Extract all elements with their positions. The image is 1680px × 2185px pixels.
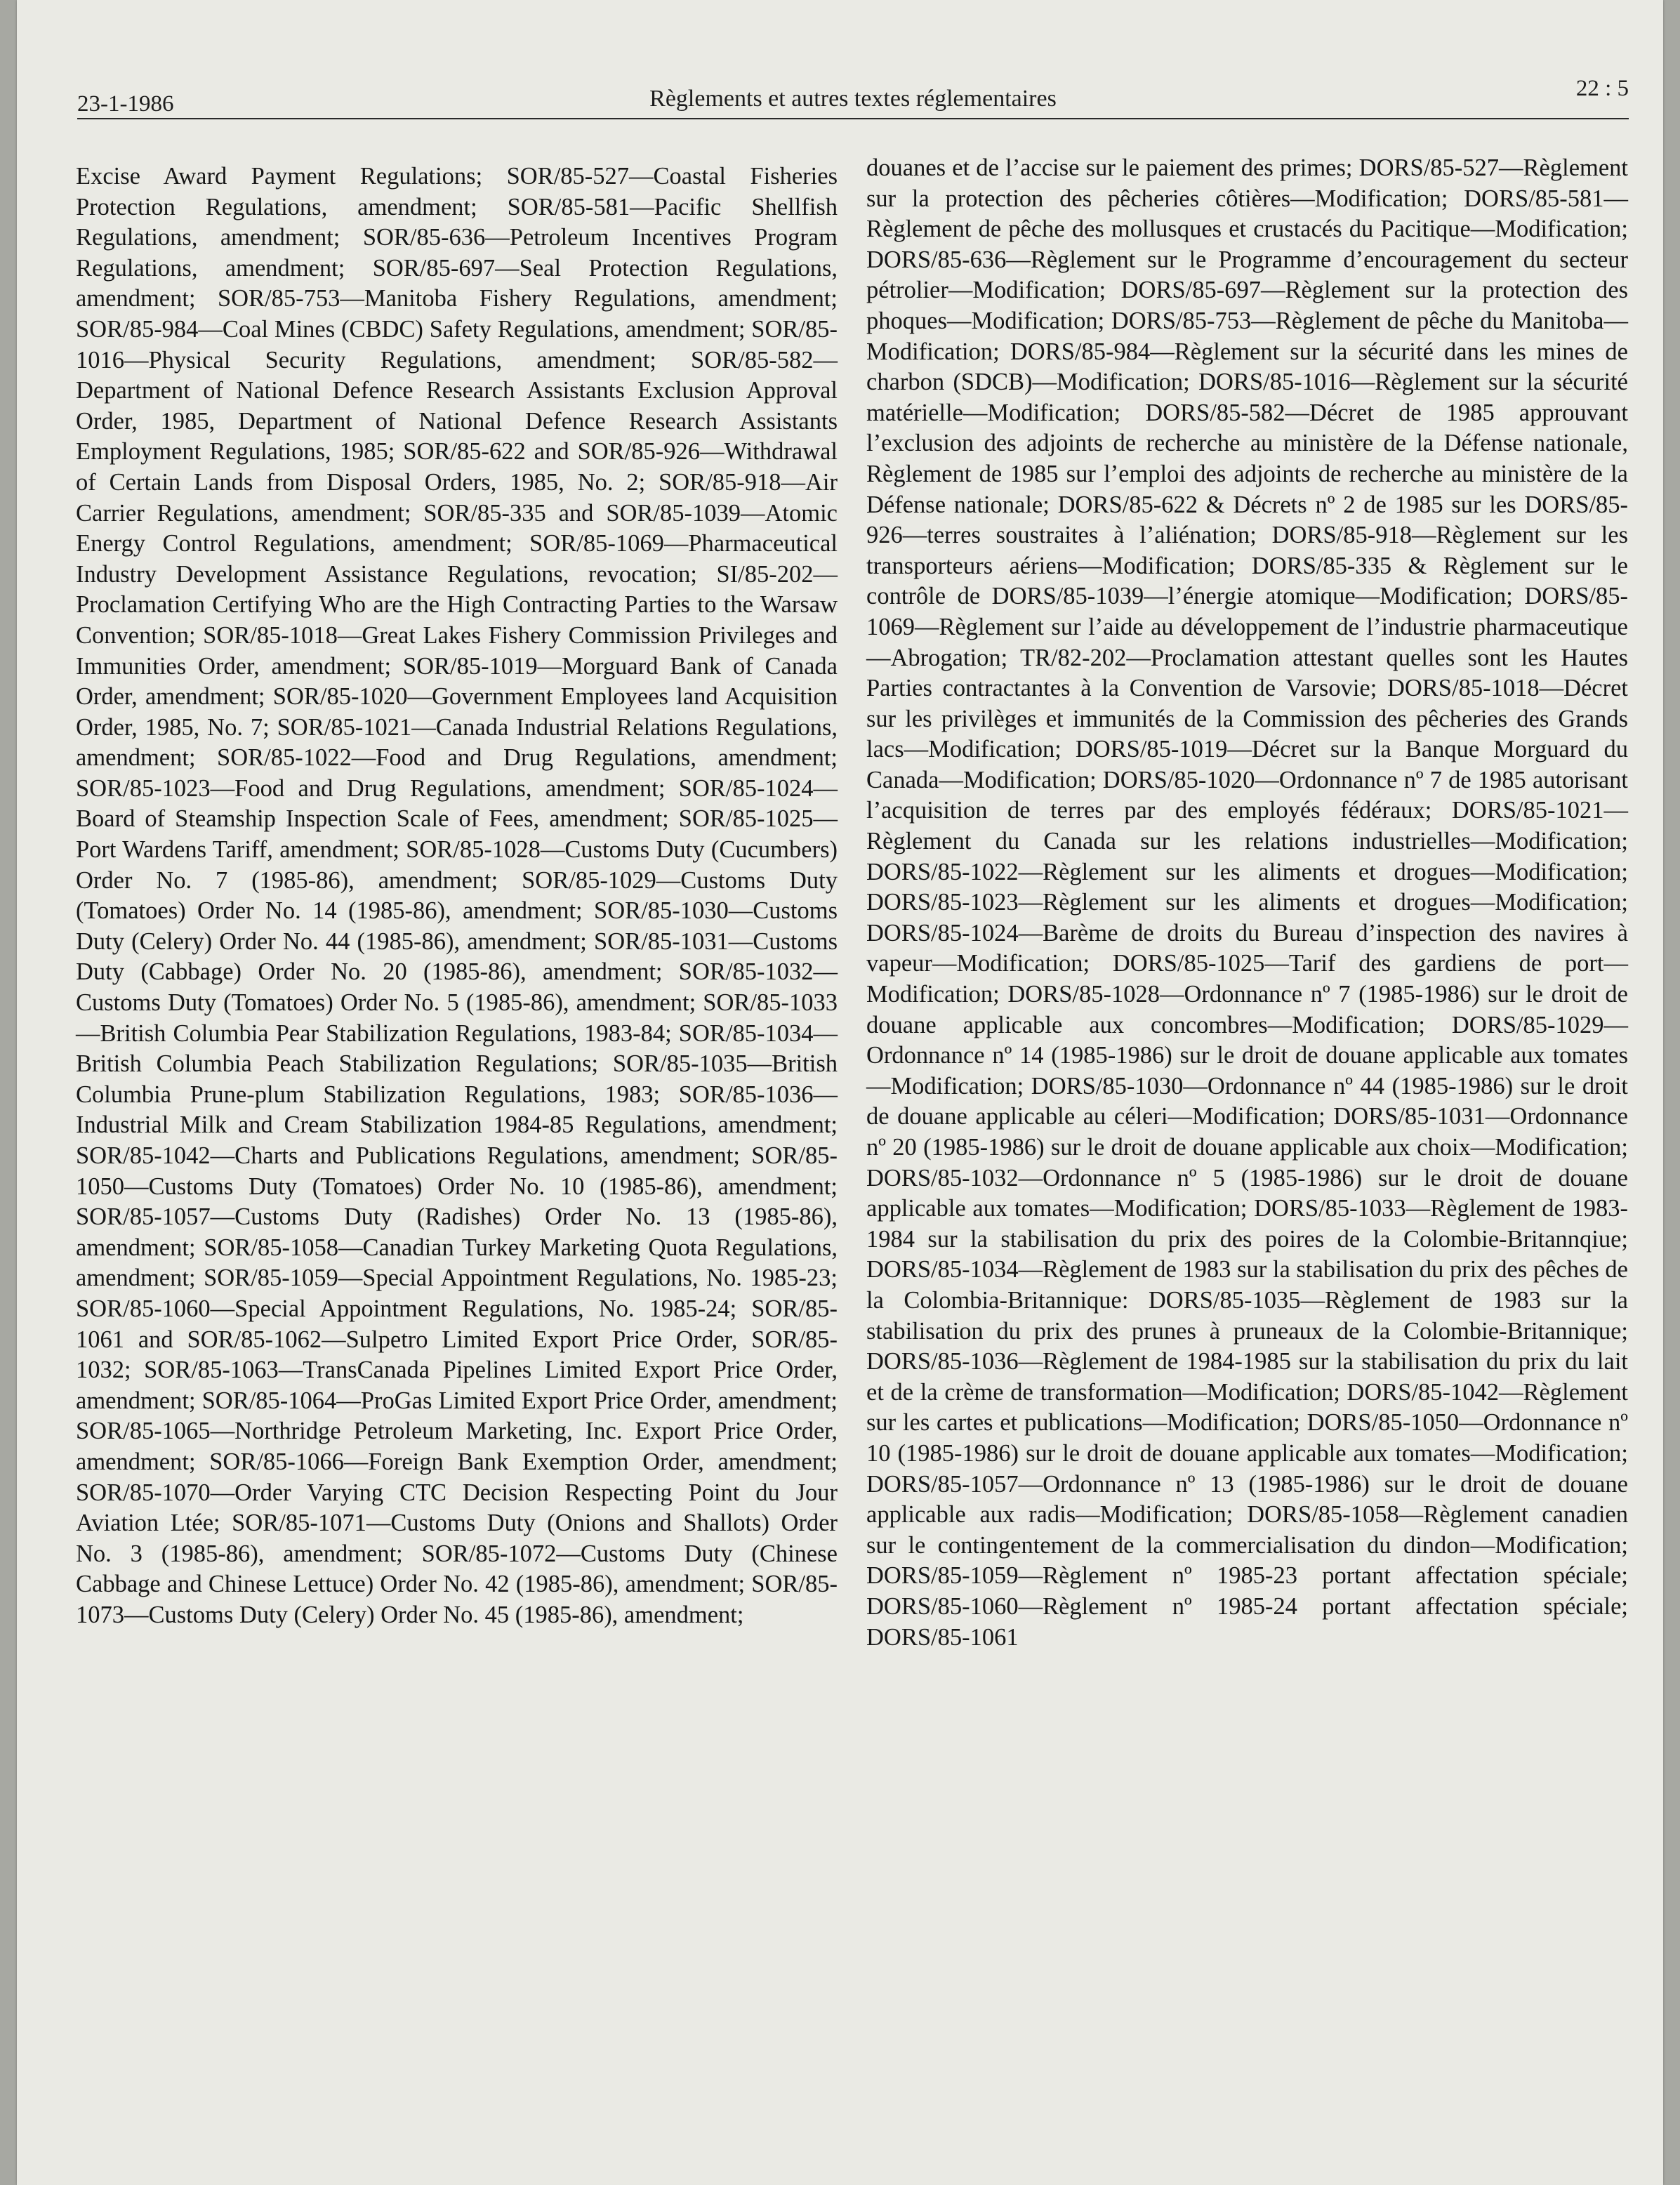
- english-paragraph: Excise Award Payment Regulations; SOR/85-527—Coastal Fisheries Protection Regulations, amendment; SOR/85-581—Pacific Shellfish Regulations, amendment; SOR/85-636—Petroleum Incentives Program Regulations, amendment; SOR/85-697—Seal Protection Regulations, amendment; SOR/85-753—Manitoba Fishery Regulations, amendment; SOR/85-984—Coal Mines (CBDC) Safety Regulations, amendment; SOR/85-1016—Physical Security Regulations, amendment; SOR/85-582—Department of National Defence Research Assistants Exclusion Approval Order, 1985, Department of National Defence Research Assistants Employment Regulations, 1985; SOR/85-622 and SOR/85-926—Withdrawal of Certain Lands from Disposal Orders, 1985, No. 2; SOR/85-918—Air Carrier Regulations, amendment; SOR/85-335 and SOR/85-1039—Atomic Energy Control Regulations, amendment; SOR/85-1069—Pharmaceutical Industry Development Assistance Regulations, revocation; SI/85-202—Proclamation Certifying Who are the High Contracting Parties to the Warsaw Convention; SOR/85-1018—Great Lakes Fishery Commission Privileges and Immunities Order, amendment; SOR/85-1019—Morguard Bank of Canada Order, amendment; SOR/85-1020—Government Employees land Acquisition Order, 1985, No. 7; SOR/85-1021—Canada Industrial Relations Regulations, amendment; SOR/85-1022—Food and Drug Regulations, amendment; SOR/85-1023—Food and Drug Regulations, amendment; SOR/85-1024—Board of Steamship Inspection Scale of Fees, amendment; SOR/85-1025—Port Wardens Tariff, amendment; SOR/85-1028—Customs Duty (Cucumbers) Order No. 7 (1985-86), amendment; SOR/85-1029—Customs Duty (Tomatoes) Order No. 14 (1985-86), amendment; SOR/85-1030—Customs Duty (Celery) Order No. 44 (1985-86), amendment; SOR/85-1031—Customs Duty (Cabbage) Order No. 20 (1985-86), amendment; SOR/85-1032—Customs Duty (Tomatoes) Order No. 5 (1985-86), amendment; SOR/85-1033—British Columbia Pear Stabilization Regulations, 1983-84; SOR/85-1034—British Columbia Peach Stabilization Regulations; SOR/85-1035—British Columbia Prune-plum Stabilization Regulations, 1983; SOR/85-1036—Industrial Milk and Cream Stabilization 1984-85 Regulations, amendment; SOR/85-1042—Charts and Publications Regulations, amendment; SOR/85-1050—Customs Duty (Tomatoes) Order No. 10 (1985-86), amendment; SOR/85-1057—Customs Duty (Radishes) Order No. 13 (1985-86), amendment; SOR/85-1058—Canadian Turkey Marketing Quota Regulations, amendment; SOR/85-1059—Special Appointment Regulations, No. 1985-23; SOR/85-1060—Special Appointment Regulations, No. 1985-24; SOR/85-1061 and SOR/85-1062—Sulpetro Limited Export Price Order, SOR/85-1032; SOR/85-1063—TransCanada Pipelines Limited Export Price Order, amendment; SOR/85-1064—ProGas Limited Export Price Order, amendment; SOR/85-1065—Northridge Petroleum Marketing, Inc. Export Price Order, amendment; SOR/85-1066—Foreign Bank Exemption Order, amendment; SOR/85-1070—Order Varying CTC Decision Respecting Point du Jour Aviation Ltée; SOR/85-1071—Customs Duty (Onions and Shallots) Order No. 3 (1985-86), amendment; SOR/85-1072—Customs Duty (Chinese Cabbage and Chinese Lettuce) Order No. 42 (1985-86), amendment; SOR/85-1073—Customs Duty (Celery) Order No. 45 (1985-86), amendment;: [76, 163, 838, 1628]
- french-paragraph: douanes et de l’accise sur le paiement des primes; DORS/85-527—Règlement sur la protection des pêcheries côtières—Modification; DORS/85-581—Règlement de pêche des mollusques et crustacés du Pacitique—Modification; DORS/85-636—Règlement sur le Programme d’encouragement du secteur pétrolier—Modification; DORS/85-697—Règlement sur la protection des phoques—Modification; DORS/85-753—Règlement de pêche du Manitoba—Modification; DORS/85-984—Règlement sur la sécurité dans les mines de charbon (SDCB)—Modification; DORS/85-1016—Règlement sur la sécurité matérielle—Modification; DORS/85-582—Décret de 1985 approuvant l’exclusion des adjoints de recherche au ministère de la Défense nationale, Règlement de 1985 sur l’emploi des adjoints de recherche au ministère de la Défense nationale; DORS/85-622 & Décrets nº 2 de 1985 sur les DORS/85-926—terres soustraites à l’aliénation; DORS/85-918—Règlement sur les transporteurs aériens—Modification; DORS/85-335 & Règlement sur le contrôle de DORS/85-1039—l’énergie atomique—Modification; DORS/85-1069—Règlement sur l’aide au développement de l’industrie pharmaceutique—Abrogation; TR/82-202—Proclamation attestant quelles sont les Hautes Parties contractantes à la Convention de Varsovie; DORS/85-1018—Décret sur les privilèges et immunités de la Commission des pêcheries des Grands lacs—Modification; DORS/85-1019—Décret sur la Banque Morguard du Canada—Modification; DORS/85-1020—Ordonnance nº 7 de 1985 autorisant l’acquisition de terres par des employés fédéraux; DORS/85-1021—Règlement du Canada sur les relations industrielles—Modification; DORS/85-1022—Règlement sur les aliments et drogues—Modification; DORS/85-1023—Règlement sur les aliments et drogues—Modification; DORS/85-1024—Barème de droits du Bureau d’inspection des navires à vapeur—Modification; DORS/85-1025—Tarif des gardiens de port—Modification; DORS/85-1028—Ordonnance nº 7 (1985-1986) sur le droit de douane applicable aux concombres—Modification; DORS/85-1029—Ordonnance nº 14 (1985-1986) sur le droit de douane applicable aux tomates—Modification; DORS/85-1030—Ordonnance nº 44 (1985-1986) sur le droit de douane applicable au céleri—Modification; DORS/85-1031—Ordonnance nº 20 (1985-1986) sur le droit de douane applicable aux choix—Modification; DORS/85-1032—Ordonnance nº 5 (1985-1986) sur le droit de douane applicable aux tomates—Modification; DORS/85-1033—Règlement de 1983-1984 sur la stabilisation du prix des poires de la Colombie-Britannqiue; DORS/85-1034—Règlement de 1983 sur la stabilisation du prix des pêches de la Colombia-Britannique: DORS/85-1035—Règlement de 1983 sur la stabilisation du prix des prunes à pruneaux de la Colombie-Britannique; DORS/85-1036—Règlement de 1984-1985 sur la stabilisation du prix du lait et de la crème de transformation—Modification; DORS/85-1042—Règlement sur les cartes et publications—Modification; DORS/85-1050—Ordonnance nº 10 (1985-1986) sur le droit de douane applicable aux tomates—Modification; DORS/85-1057—Ordonnance nº 13 (1985-1986) sur le droit de douane applicable aux radis—Modification; DORS/85-1058—Règlement canadien sur le contingentement de la commercialisation du dindon—Modification; DORS/85-1059—Règlement nº 1985-23 portant affectation spéciale; DORS/85-1060—Règlement nº 1985-24 portant affectation spéciale; DORS/85-1061: [866, 154, 1628, 1651]
- document-page: [17, 0, 1663, 2185]
- english-column: [76, 161, 838, 1631]
- header-date: 23-1-1986: [77, 91, 174, 117]
- page-header: [77, 76, 1629, 119]
- page-number: 22 : 5: [1575, 76, 1629, 101]
- header-title: Règlements et autres textes réglementaires: [649, 86, 1057, 112]
- french-column: [866, 153, 1628, 1653]
